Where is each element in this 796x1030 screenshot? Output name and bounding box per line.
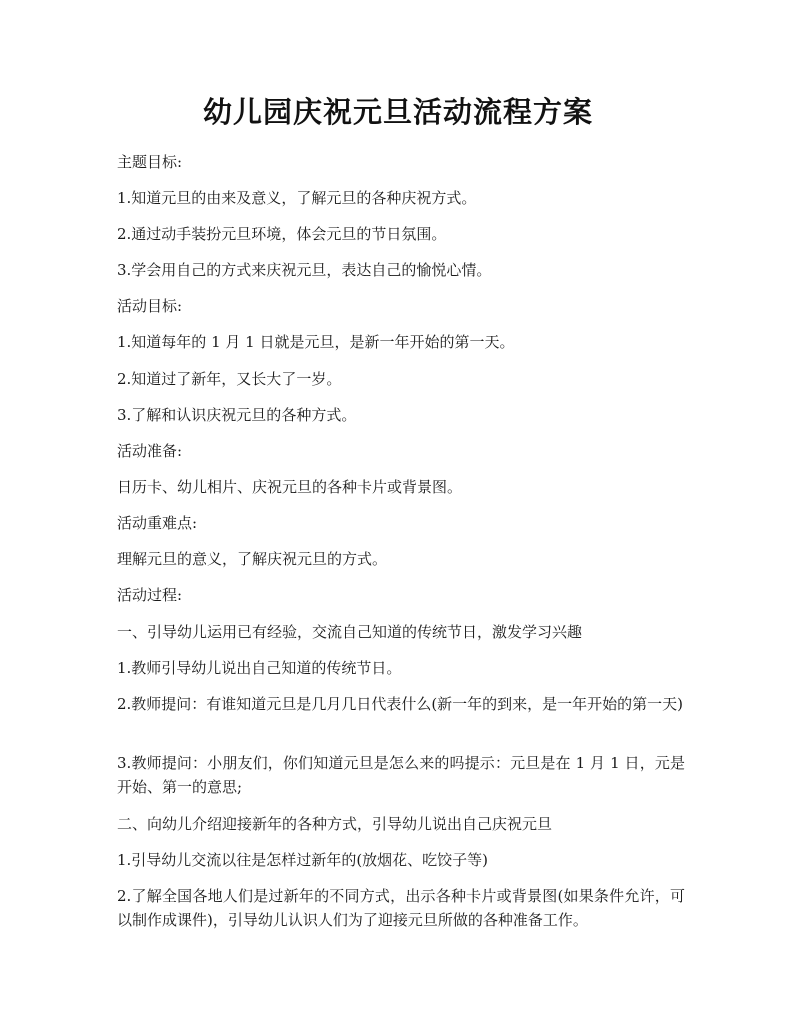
section-heading-activity-goals: 活动目标: <box>117 297 183 315</box>
paragraph: 1.知道每年的 1 月 1 日就是元旦，是新一年开始的第一天。 <box>117 333 515 351</box>
paragraph: 1.教师引导幼儿说出自己知道的传统节日。 <box>117 659 402 677</box>
paragraph: 2.知道过了新年，又长大了一岁。 <box>117 370 342 388</box>
section-heading-theme-goals: 主题目标: <box>117 153 183 171</box>
paragraph: 2.了解全国各地人们是过新年的不同方式，出示各种卡片或背景图(如果条件允许，可以制作成课件)，引导幼儿认识人们为了迎接元旦所做的各种准备工作。 <box>117 887 685 929</box>
paragraph: 一、引导幼儿运用已有经验，交流自己知道的传统节日，激发学习兴趣 <box>117 623 583 641</box>
section-heading-process: 活动过程: <box>117 586 183 604</box>
paragraph: 3.学会用自己的方式来庆祝元旦，表达自己的愉悦心情。 <box>117 261 492 279</box>
paragraph: 3.了解和认识庆祝元旦的各种方式。 <box>117 406 357 424</box>
paragraph: 2.通过动手装扮元旦环境，体会元旦的节日氛围。 <box>117 225 447 243</box>
paragraph: 二、向幼儿介绍迎接新年的各种方式，引导幼儿说出自己庆祝元旦 <box>117 815 553 833</box>
paragraph: 2.教师提问：有谁知道元旦是几月几日代表什么(新一年的到来，是一年开始的第一天) <box>117 695 684 713</box>
page-title: 幼儿园庆祝元旦活动流程方案 <box>202 95 593 129</box>
paragraph: 1.知道元旦的由来及意义，了解元旦的各种庆祝方式。 <box>117 189 477 207</box>
paragraph: 3.教师提问：小朋友们，你们知道元旦是怎么来的吗提示：元旦是在 1 月 1 日，元是开始、第一的意思; <box>117 754 685 796</box>
paragraph: 理解元旦的意义，了解庆祝元旦的方式。 <box>117 550 388 568</box>
paragraph: 1.引导幼儿交流以往是怎样过新年的(放烟花、吃饺子等) <box>117 851 489 869</box>
section-heading-key-points: 活动重难点: <box>117 514 198 532</box>
paragraph: 日历卡、幼儿相片、庆祝元旦的各种卡片或背景图。 <box>117 478 463 496</box>
section-heading-preparation: 活动准备: <box>117 442 183 460</box>
